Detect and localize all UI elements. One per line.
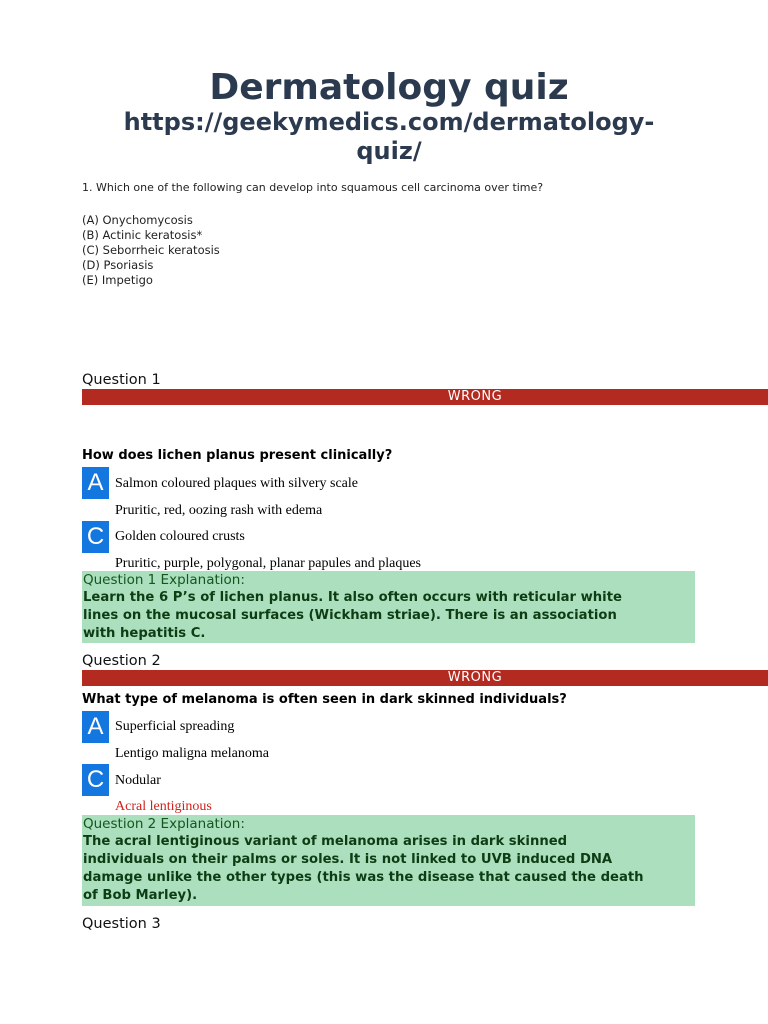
question-2-text: What type of melanoma is often seen in dark skinned individuals? [82,692,567,707]
question-2-explanation-line: damage unlike the other types (this was the disease that caused the death [83,870,644,885]
question-1-text: How does lichen planus present clinically? [82,448,393,463]
intro-option: (E) Impetigo [82,273,153,287]
question-2-explanation-line: The acral lentiginous variant of melanoma arises in dark skinned [83,834,568,849]
intro-options [82,213,220,288]
question-2-result-bar [82,670,768,686]
question-2-explanation-line: individuals on their palms or soles. It is not linked to UVB induced DNA [83,852,613,867]
answer-badge-a[interactable]: A [82,711,109,743]
source-url-line1[interactable]: https://geekymedics.com/dermatology- [123,108,655,136]
question-1-result-bar [82,389,768,405]
question-2-answer-b[interactable]: Lentigo maligna melanoma [115,746,269,761]
question-2-explanation-title: Question 2 Explanation: [83,816,245,832]
question-2-explanation [82,815,695,906]
question-1-answer-d[interactable]: Pruritic, purple, polygonal, planar papules and plaques [115,556,421,571]
question-2-answer-d[interactable]: Acral lentiginous [115,799,212,814]
intro-option: (C) Seborrheic keratosis [82,243,220,257]
question-1-answer-c[interactable]: Golden coloured crusts [115,529,245,544]
question-1-answer-b[interactable]: Pruritic, red, oozing rash with edema [115,503,323,518]
source-url[interactable] [0,108,768,166]
intro-option: (D) Psoriasis [82,258,154,272]
question-1-result: WRONG [447,389,503,404]
question-1-explanation-title: Question 1 Explanation: [83,572,245,588]
page-title: Dermatology quiz [209,67,569,108]
question-2-explanation-line: of Bob Marley). [83,888,198,903]
question-1-explanation-line: Learn the 6 P’s of lichen planus. It also often occurs with reticular white [83,590,622,605]
question-1-explanation [82,571,695,643]
source-url-line2[interactable]: quiz/ [356,137,422,165]
question-1-answer-a[interactable]: Salmon coloured plaques with silvery scale [115,476,358,491]
question-2-answer-c[interactable]: Nodular [115,773,161,788]
answer-badge-c[interactable]: C [82,764,109,796]
question-2-result: WRONG [447,670,503,685]
answer-badge-a[interactable]: A [82,467,109,499]
intro-option: (A) Onychomycosis [82,213,193,227]
question-2-heading: Question 2 [82,653,161,669]
intro-option: (B) Actinic keratosis* [82,228,203,242]
intro-question: 1. Which one of the following can develop into squamous cell carcinoma over time? [82,181,544,194]
question-1-explanation-line: lines on the mucosal surfaces (Wickham striae). There is an association [83,608,617,623]
answer-badge-c[interactable]: C [82,521,109,553]
question-3-heading: Question 3 [82,916,161,932]
question-1-heading: Question 1 [82,372,161,388]
question-2-answer-a[interactable]: Superficial spreading [115,719,235,734]
question-1-explanation-line: with hepatitis C. [83,626,206,641]
